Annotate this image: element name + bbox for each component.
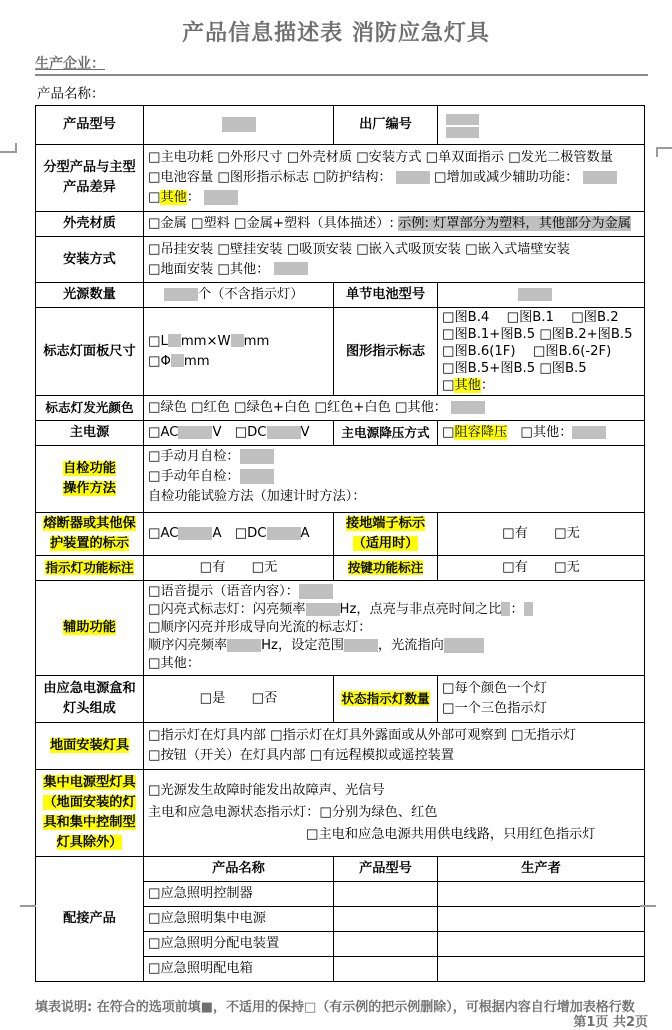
- matched-producer-cell: [438, 957, 645, 982]
- page-number: 第1页 共2页: [573, 1015, 648, 1030]
- redacted-ac-current: [178, 527, 212, 540]
- fuse-marking-label: 熔断器或其他保 护装置的标示: [36, 513, 144, 556]
- self-check-label: 自检功能 操作方法: [36, 446, 144, 513]
- redacted-protection-structure: [396, 171, 430, 184]
- shell-material-example: 示例: 灯罩部分为塑料，其他部分为金属: [398, 216, 631, 231]
- matched-product-item: □应急照明配电箱: [144, 957, 334, 982]
- crop-mark-top-left-v: [15, 143, 17, 153]
- shell-material-label: 外壳材质: [36, 212, 144, 237]
- installation-options: □吊挂安装 □壁挂安装 □吸顶安装 □嵌入式吸顶安装 □嵌入式墙壁安装 □地面安装 □其他：: [144, 237, 645, 283]
- row-indicator-annotation: [36, 556, 645, 581]
- row-subtype-differences: [36, 145, 645, 212]
- redacted-seq-range: [344, 639, 378, 652]
- redacted-product-model: [222, 117, 256, 132]
- battery-model-value: [438, 283, 645, 308]
- product-model-value: [144, 106, 334, 145]
- redacted-factory-number-1: [446, 114, 479, 125]
- redacted-other: [204, 190, 238, 205]
- aux-functions-options: □语音提示（语音内容）： □闪亮式标志灯：闪亮频率 Hz，点亮与非点亮时间之比 ： □顺序闪亮并形成导向光流的标志灯： 顺序闪亮频率 Hz，设定范围 ，光流指向 □其他：: [144, 581, 645, 676]
- subtype-differences-label: 分型产品与主型 产品差异: [36, 145, 144, 212]
- ground-terminal-label: 接地端子标示 （适用时）: [334, 513, 438, 556]
- row-matched-products-header: [36, 857, 645, 882]
- redacted-voice-content: [299, 584, 333, 599]
- factory-number-label: 出厂编号: [334, 106, 438, 145]
- button-annotation-yn: □有 □无: [438, 556, 645, 581]
- matched-producer-header: 生产者: [438, 857, 645, 882]
- fuse-marking-options: □AC A □DC A: [144, 513, 334, 556]
- matched-product-item: □应急照明控制器: [144, 882, 334, 907]
- matched-product-model-header: 产品型号: [334, 857, 438, 882]
- light-source-count-label: 光源数量: [36, 283, 144, 308]
- other-highlight: 其他: [160, 190, 187, 205]
- redacted-dc-voltage: [267, 426, 301, 439]
- indicator-annotation-yn: □有 □无: [144, 556, 334, 581]
- subtype-options-line1: □主电功耗 □外形尺寸 □外壳材质 □安装方式 □单双面指示 □发光二极管数量: [148, 150, 613, 165]
- matched-product-item: □应急照明集中电源: [144, 907, 334, 932]
- redacted-battery-model: [518, 288, 552, 301]
- matched-product-model-cell: [334, 882, 438, 907]
- matched-product-model-cell: [334, 907, 438, 932]
- power-box-composition-label: 由应急电源盒和 灯头组成: [36, 676, 144, 723]
- sign-light-color-label: 标志灯发光颜色: [36, 396, 144, 421]
- aux-functions-label: 辅助功能: [36, 581, 144, 676]
- redacted-monthly-check: [240, 449, 274, 464]
- central-power-type-label: 集中电源型灯具 （地面安装的灯 具和集中控制型 灯具除外）: [36, 770, 144, 857]
- floor-mounted-options: □指示灯在灯具内部 □指示灯在灯具外露面或从外部可观察到 □无指示灯 □按钮（开关）在灯具内部 □有远程模拟或遥控装置: [144, 723, 645, 770]
- footer: [35, 1000, 648, 1030]
- product-name-label: 产品名称：: [37, 86, 105, 102]
- subtype-options-line2: □电池容量 □图形指示标志 □防护结构： □增加或减少辅助功能：: [148, 168, 640, 188]
- redacted-stepdown-other: [572, 426, 606, 439]
- redacted-ratio-off: [524, 602, 533, 616]
- shell-material-options: □金属 □塑料 □金属+塑料（具体描述）: 示例: 灯罩部分为塑料，其他部分为金属: [144, 212, 645, 237]
- crop-mark-top-left: [0, 151, 16, 153]
- stepdown-method-options: □阻容降压 □其他：: [438, 421, 645, 446]
- matched-producer-cell: [438, 907, 645, 932]
- rc-stepdown-highlight: 阻容降压: [454, 425, 508, 440]
- redacted-diameter: [171, 354, 184, 367]
- installation-label: 安装方式: [36, 237, 144, 283]
- self-check-options: □手动月自检： □手动年自检： 自检功能试验方法（加速计时方法）：: [144, 446, 645, 513]
- sign-light-color-options: □绿色 □红色 □绿色+白色 □红色+白色 □其他：: [144, 396, 645, 421]
- redacted-seq-frequency: [227, 639, 261, 652]
- redacted-light-source-count: [164, 288, 198, 301]
- redacted-yearly-check: [240, 469, 274, 484]
- row-floor-mounted: [36, 723, 645, 770]
- redacted-flow-direction: [444, 638, 484, 653]
- matched-products-label: 配接产品: [36, 857, 144, 982]
- row-sign-light-color: [36, 396, 645, 421]
- row-central-power-type: [36, 770, 645, 857]
- status-indicator-count-label: 状态指示灯数量: [334, 676, 438, 723]
- row-light-source-count: [36, 283, 645, 308]
- factory-number-value: [438, 106, 645, 145]
- floor-mounted-label: 地面安装灯具: [36, 723, 144, 770]
- subtype-options-line3: □其他：: [148, 188, 640, 208]
- redacted-aux-function-change: [583, 171, 617, 184]
- stepdown-method-label: 主电源降压方式: [334, 421, 438, 446]
- ground-terminal-yn: □有 □无: [438, 513, 645, 556]
- redacted-dc-current: [267, 527, 301, 540]
- crop-mark-top-right-v: [656, 147, 658, 157]
- manufacturer-label: 生产企业：: [35, 56, 105, 72]
- product-model-label: 产品型号: [36, 106, 144, 145]
- manufacturer-line: [35, 53, 648, 76]
- crop-mark-bottom-right: [640, 905, 656, 907]
- status-indicator-count-options: □每个颜色一个灯 □一个三色指示灯: [438, 676, 645, 723]
- row-shell-material: [36, 212, 645, 237]
- matched-product-name-header: 产品名称: [144, 857, 334, 882]
- row-main-power: [36, 421, 645, 446]
- row-self-check: [36, 446, 645, 513]
- row-aux-functions: [36, 581, 645, 676]
- battery-model-label: 单节电池型号: [334, 283, 438, 308]
- matched-producer-cell: [438, 932, 645, 957]
- footer-note: 填表说明: 在符合的选项前填■，不适用的保持□（有示例的把示例删除），可根据内容自行增加表格行数: [35, 1000, 635, 1015]
- row-power-box-composition: [36, 676, 645, 723]
- matched-product-model-cell: [334, 957, 438, 982]
- subtype-differences-options: [144, 145, 645, 212]
- page-title: 产品信息描述表 消防应急灯具: [182, 21, 490, 46]
- redacted-color-other: [451, 401, 485, 414]
- panel-size-label: 标志灯面板尺寸: [36, 308, 144, 396]
- row-product-model: [36, 106, 645, 145]
- row-panel-size: [36, 308, 645, 396]
- matched-product-item: □应急照明分配电装置: [144, 932, 334, 957]
- redacted-factory-number-2: [446, 127, 479, 138]
- product-info-table: [35, 105, 645, 982]
- panel-size-options: □L mm×W mm □Φ mm: [144, 308, 334, 396]
- light-source-count-value: 个（不含指示灯）: [144, 283, 334, 308]
- indicator-annotation-label: 指示灯功能标注: [36, 556, 144, 581]
- redacted-ac-voltage: [178, 426, 212, 439]
- graphic-sign-label: 图形指示标志: [334, 308, 438, 396]
- redacted-length: [168, 334, 181, 347]
- button-annotation-label: 按键功能标注: [334, 556, 438, 581]
- main-power-options: □AC V □DC V: [144, 421, 334, 446]
- central-power-type-options: □光源发生故障时能发出故障声、光信号 主电和应急电源状态指示灯：□分别为绿色、红色 □主电和应急电源共用供电线路，只用红色指示灯: [144, 770, 645, 857]
- crop-mark-top-right: [656, 147, 672, 149]
- main-power-label: 主电源: [36, 421, 144, 446]
- redacted-install-other: [274, 262, 308, 275]
- power-box-composition-yn: □是 □否: [144, 676, 334, 723]
- matched-product-model-cell: [334, 932, 438, 957]
- graphic-sign-options: □图B.4 □图B.1 □图B.2 □图B.1+图B.5 □图B.2+图B.5 □图B.6(1F) □图B.6(-2F) □图B.5+图B.5 □图B.5 □其他：: [438, 308, 645, 396]
- matched-producer-cell: [438, 882, 645, 907]
- redacted-width: [231, 334, 244, 347]
- row-installation: [36, 237, 645, 283]
- graphic-sign-other-highlight: 其他: [454, 378, 481, 393]
- crop-mark-bottom-left: [20, 905, 36, 907]
- row-fuse-marking: [36, 513, 645, 556]
- redacted-flash-frequency: [306, 603, 340, 616]
